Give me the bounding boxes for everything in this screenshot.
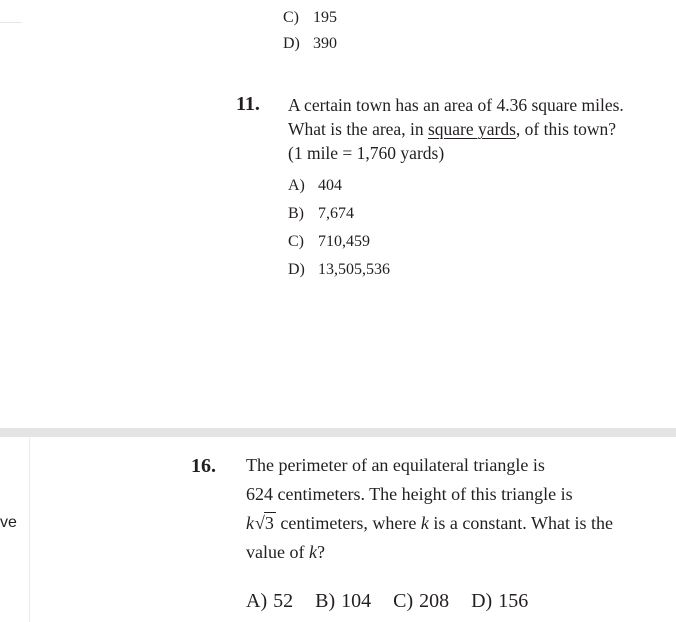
square-yards-underlined: square yards <box>427 119 516 139</box>
question-11-line-2-pre: What is the area, in <box>288 119 428 139</box>
q11-option-c[interactable] <box>288 232 370 252</box>
q16-option-a[interactable]: A) 52 <box>246 590 294 612</box>
option-text: 7,674 <box>318 205 354 222</box>
question-16-line-1: The perimeter of an equilateral triangle is <box>246 455 545 475</box>
option-text: 710,459 <box>318 233 370 250</box>
question-11-number: 11. <box>236 93 260 115</box>
prev-option-c[interactable] <box>283 8 337 28</box>
question-16-number: 16. <box>191 455 216 477</box>
option-text: 390 <box>313 35 337 52</box>
option-letter: C) <box>283 9 299 26</box>
question-11-line-2-post: , of this town? <box>515 119 617 139</box>
radical-sign: √ <box>255 513 265 533</box>
question-16-line-4-end: ? <box>316 542 325 562</box>
question-16-line-3 <box>246 509 613 538</box>
option-text: 13,505,536 <box>318 261 390 278</box>
option-letter: D) <box>283 35 300 52</box>
option-letter: A) <box>288 177 305 194</box>
variable-k: k <box>246 513 254 533</box>
question-16-line-2: 624 centimeters. The height of this triangle is <box>246 484 573 504</box>
q16-option-c[interactable]: C) 208 <box>393 590 450 612</box>
question-11-line-2 <box>288 117 616 141</box>
question-16-line-3-mid: centimeters, where <box>275 513 421 533</box>
prev-option-d[interactable] <box>283 34 337 54</box>
option-text: 195 <box>313 9 337 26</box>
variable-k: k <box>420 513 429 533</box>
side-text-fragment: ve <box>0 514 17 531</box>
option-letter: D) <box>288 261 305 278</box>
variable-k: k <box>308 542 317 562</box>
option-letter: B) <box>288 205 304 222</box>
question-16-line-4-pre: value of <box>246 542 309 562</box>
square-root-expression <box>255 509 276 538</box>
question-11-line-3: (1 mile = 1,760 yards) <box>288 143 445 163</box>
question-11-line-1: A certain town has an area of 4.36 square miles. <box>288 95 624 115</box>
question-16-answers <box>246 588 528 614</box>
radicand: 3 <box>264 513 274 533</box>
option-text: 404 <box>318 177 342 194</box>
q16-option-d[interactable]: D) 156 <box>471 590 529 612</box>
q11-option-d[interactable] <box>288 260 390 280</box>
q11-option-b[interactable] <box>288 204 354 224</box>
question-16-line-3-end: is a constant. What is the <box>428 513 613 533</box>
question-16-line-4 <box>246 538 325 567</box>
q11-option-a[interactable] <box>288 176 342 196</box>
section-divider <box>0 428 676 437</box>
q16-option-b[interactable]: B) 104 <box>315 590 372 612</box>
left-column-border <box>29 437 30 622</box>
top-left-rule <box>0 22 22 23</box>
option-letter: C) <box>288 233 304 250</box>
